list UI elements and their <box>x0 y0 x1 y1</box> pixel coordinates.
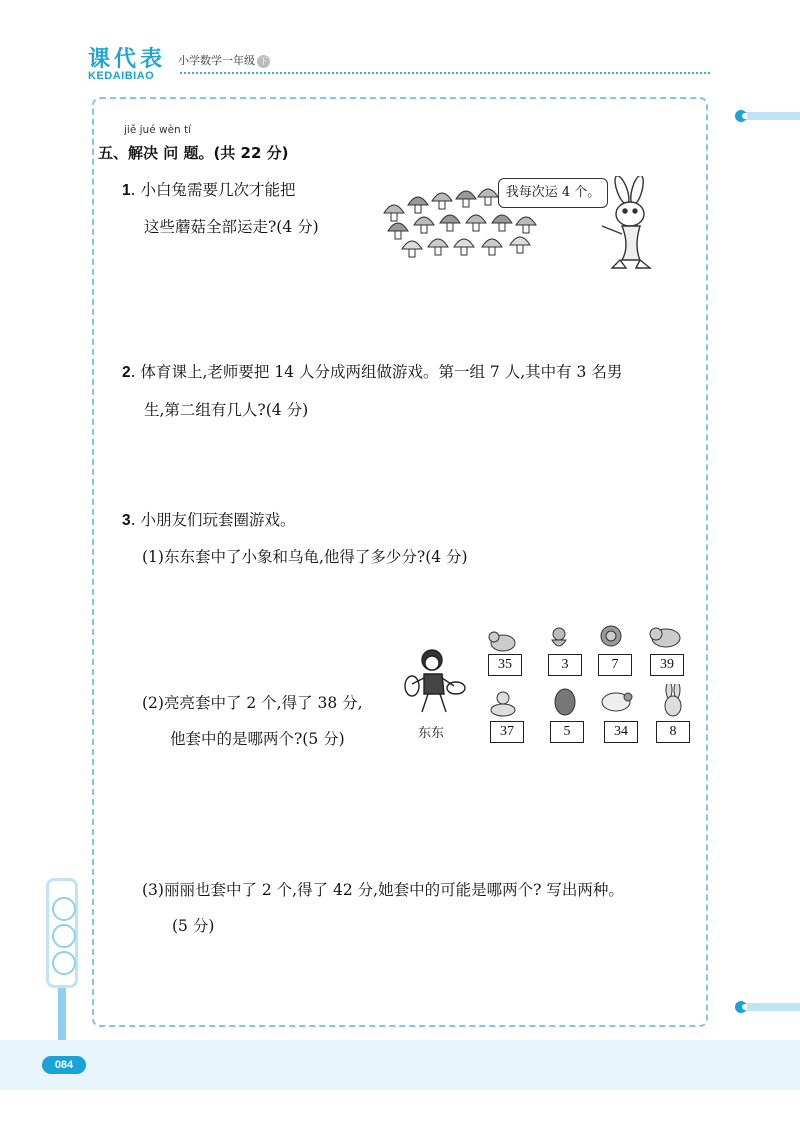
score-box: 3 <box>548 654 582 676</box>
lion-icon <box>596 624 626 652</box>
mushroom-icon <box>482 239 502 255</box>
monkey-icon <box>544 626 574 652</box>
score-box: 35 <box>488 654 522 676</box>
right-tab-top <box>738 112 800 120</box>
traffic-light-pole <box>58 985 66 1045</box>
mushroom-icon <box>516 217 536 233</box>
mushroom-icon <box>432 193 452 209</box>
traffic-light-circle <box>52 951 76 975</box>
question-3-sub3-line2: (5 分) <box>172 917 215 935</box>
mushroom-icon <box>510 237 530 253</box>
question-3-sub2-line2: 他套中的是哪两个?(5 分) <box>170 730 345 748</box>
rabbit-speech-bubble: 我每次运 4 个。 <box>498 178 608 208</box>
mushroom-icon <box>384 205 404 221</box>
question-3-sub2-line1: (2)亮亮套中了 2 个,得了 38 分, <box>142 694 363 712</box>
footer-band <box>0 1040 800 1090</box>
mushroom-icon <box>456 191 476 207</box>
duck-icon <box>488 690 518 718</box>
score-box: 7 <box>598 654 632 676</box>
traffic-light-circle <box>52 897 76 921</box>
brand-subtitle: KEDAIBIAO <box>88 70 155 82</box>
rabbit-icon <box>592 176 662 272</box>
right-tab-top-dot <box>735 110 747 122</box>
boy-name-label: 东东 <box>418 726 445 741</box>
header-divider <box>180 72 710 74</box>
question-2-line1 <box>122 360 622 382</box>
pig-icon <box>488 628 518 654</box>
mushroom-icon <box>414 217 434 233</box>
mushroom-icon <box>454 239 474 255</box>
brand-title: 课代表 <box>88 47 167 72</box>
question-2-line2: 生,第二组有几人?(4 分) <box>144 401 309 419</box>
question-3-number: 3 <box>122 512 131 529</box>
grade-text: 小学数学一年级 <box>178 54 255 67</box>
mushroom-icon <box>408 197 428 213</box>
question-1-line1 <box>122 178 295 200</box>
section-pinyin: jiě jué wèn tí <box>124 124 192 136</box>
score-box: 39 <box>650 654 684 676</box>
mushroom-icon <box>402 241 422 257</box>
question-1-text: . 小白兔需要几次才能把 <box>130 181 296 199</box>
elephant-icon <box>648 624 684 652</box>
score-box: 37 <box>490 721 524 743</box>
question-3-text: . 小朋友们玩套圈游戏。 <box>130 511 296 529</box>
score-box: 34 <box>604 721 638 743</box>
rabbit-small-icon <box>660 684 686 718</box>
right-tab-bottom <box>738 1003 800 1011</box>
question-3-title <box>122 508 295 530</box>
grade-badge: 下 <box>257 55 270 68</box>
grade-label <box>178 52 270 68</box>
mushroom-icon <box>492 215 512 231</box>
traffic-light-icon <box>46 878 78 988</box>
section-title: 五、解决 问 题。(共 22 分) <box>98 144 289 162</box>
mushroom-icon <box>388 223 408 239</box>
right-tab-bottom-dot <box>735 1001 747 1013</box>
score-box: 5 <box>550 721 584 743</box>
question-3-sub3-line1: (3)丽丽也套中了 2 个,得了 42 分,她套中的可能是哪两个? 写出两种。 <box>142 881 624 899</box>
turtle-icon <box>550 686 580 718</box>
mushroom-icon <box>428 239 448 255</box>
score-box: 8 <box>656 721 690 743</box>
question-1-line2: 这些蘑菇全部运走?(4 分) <box>144 218 319 236</box>
sheep-icon <box>598 688 634 716</box>
question-3-sub1: (1)东东套中了小象和乌龟,他得了多少分?(4 分) <box>142 548 468 566</box>
question-2-number: 2 <box>122 364 131 381</box>
mushroom-icon <box>478 189 498 205</box>
page-number: 084 <box>42 1056 86 1074</box>
question-2-text: . 体育课上,老师要把 14 人分成两组做游戏。第一组 7 人,其中有 3 名男 <box>130 363 623 381</box>
mushroom-icon <box>466 215 486 231</box>
mushroom-icon <box>440 215 460 231</box>
boy-ring-toss-icon <box>402 648 472 720</box>
traffic-light-circle <box>52 924 76 948</box>
question-1-number: 1 <box>122 182 131 199</box>
